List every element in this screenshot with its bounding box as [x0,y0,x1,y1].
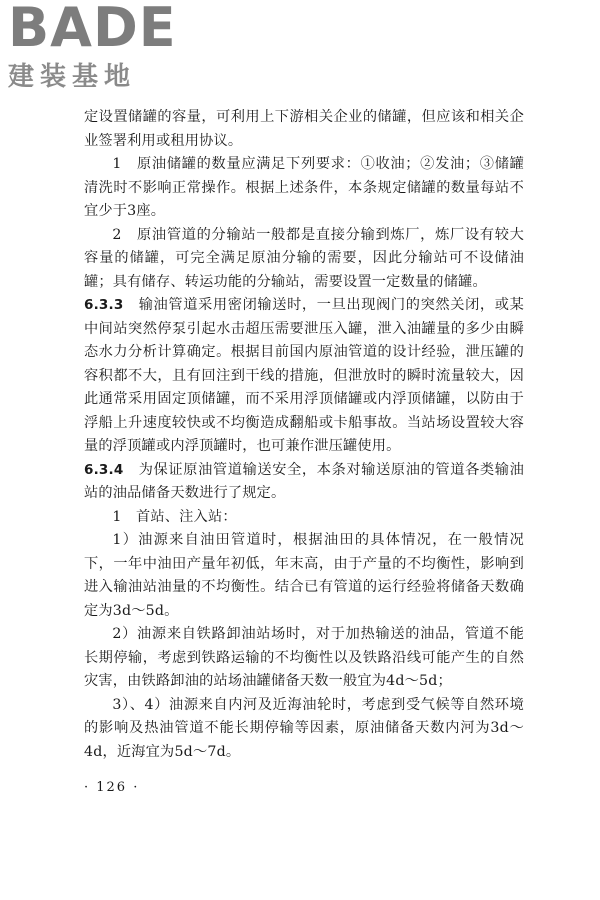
paragraph-item-1: 1 原油储罐的数量应满足下列要求：①收油；②发油；③储罐清洗时不影响正常操作。根据上述条件，本条规定储罐的数量每站不宜少于3座。 [84,156,524,219]
paragraph-sub-1: 1）油源来自油田管道时，根据油田的具体情况，在一般情况下，一年中油田产量年初低，年末高，由于产量的不均衡性，影响到进入输油站油量的不均衡性。结合已有管道的运行经验将储备天数确定为3d～5d。 [84,532,524,619]
page-number: · 126 · [84,780,140,795]
section-number: 6.3.4 [84,461,124,478]
paragraph-sub-2: 2）油源来自铁路卸油站场时，对于加热输送的油品，管道不能长期停输，考虑到铁路运输的不均衡性以及铁路沿线可能产生的自然灾害，由铁路卸油的站场油罐储备天数一般宜为4d～5d； [84,626,524,689]
logo [8,2,178,94]
document-body [84,106,524,764]
section-6-3-4: 6.3.4 为保证原油管道输送安全，本条对输送原油的管道各类输油站的油品储备天数进行了规定。 [84,461,524,501]
section-number: 6.3.3 [84,297,124,313]
logo-brand: BADE [8,0,177,59]
paragraph-first-station: 1 首站、注入站： [112,508,237,525]
paragraph-sub-3-4: 3）、4）油源来自内河及近海油轮时，考虑到受气候等自然环境的影响及热油管道不能长期停输等因素，原油储备天数内河为3d～4d，近海宜为5d～7d。 [84,696,524,760]
paragraph-item-2: 2 原油管道的分输站一般都是直接分输到炼厂，炼厂设有较大容量的储罐，可完全满足原油分输的需要，因此分输站可不设储油罐；具有储存、转运功能的分输站，需要设置一定数量的储罐。 [84,226,524,290]
paragraph-continuation: 定设置储罐的容量，可利用上下游相关企业的储罐，但应该和相关企业签署利用或租用协议。 [84,109,524,149]
section-6-3-3: 6.3.3 输油管道采用密闭输送时，一旦出现阀门的突然关闭，或某中间站突然停泵引起水击超压需要泄压入罐，泄入油罐量的多少由瞬态水力分析计算确定。根据目前国内原油管道的设计经验，泄压罐的容积都不大，且有回注到干线的措施，但泄放时的瞬时流量较大，因此通常采用固定顶储罐，而不采用浮顶储罐或内浮顶储罐，以防由于浮船上升速度较快或不均衡造成翻船或卡船事故。当站场设置较大容量的浮顶罐或内浮顶罐时，也可兼作泄压罐使用。 [84,297,524,454]
logo-subtitle: 建装基地 [8,62,137,92]
